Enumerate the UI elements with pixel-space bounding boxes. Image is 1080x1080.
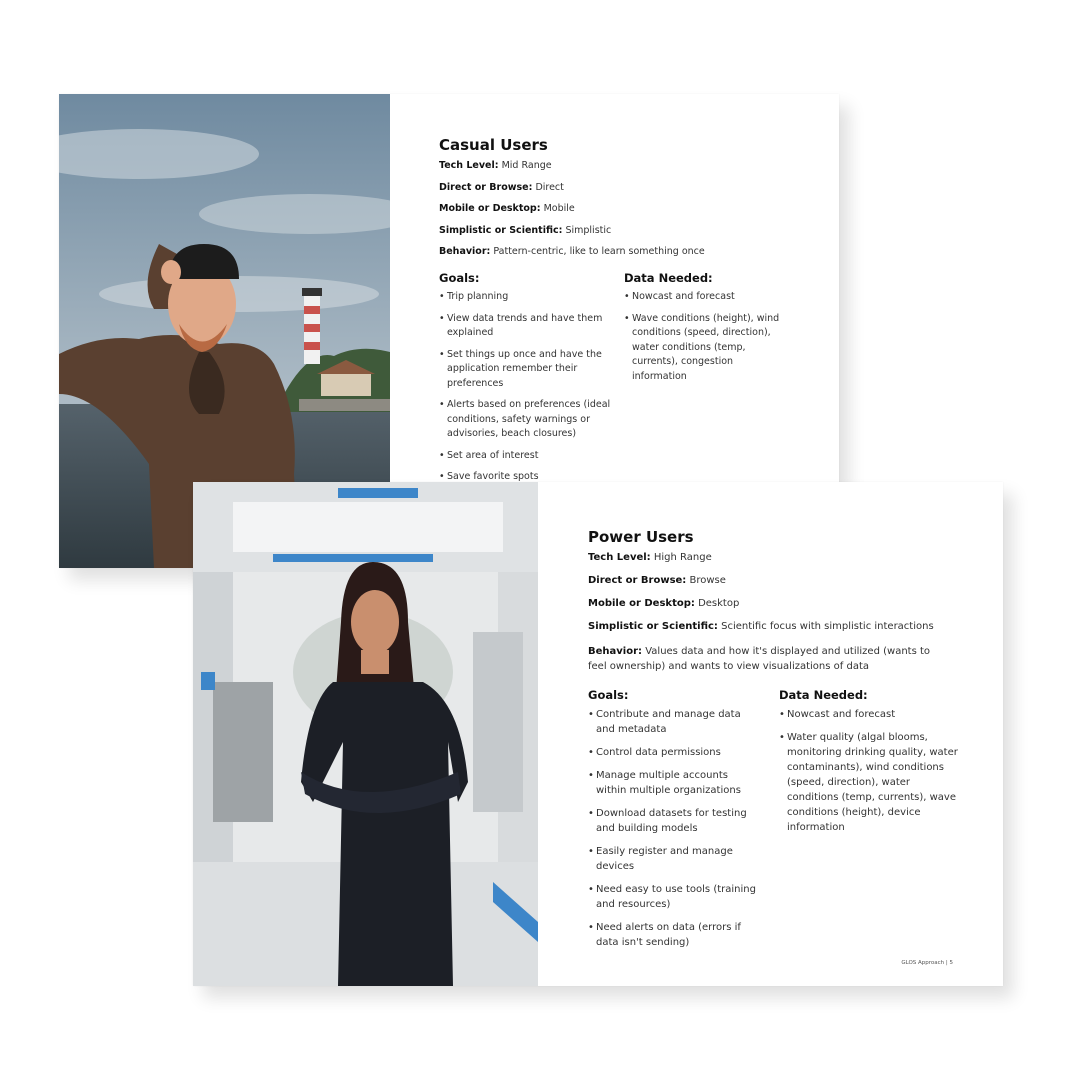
power-direct-browse: Direct or Browse: Browse — [588, 575, 726, 586]
list-item: • Easily register and manage devices — [588, 844, 758, 874]
power-mobile-desktop: Mobile or Desktop: Desktop — [588, 598, 740, 609]
power-behavior: Behavior: Values data and how it's displayed and utilized (wants to feel ownership) and wants to view visualizations of data — [588, 646, 931, 672]
casual-data-needed — [624, 271, 789, 492]
power-data-needed — [779, 688, 959, 958]
list-item: • Alerts based on preferences (ideal conditions, safety warnings or advisories, beach closures) — [439, 398, 624, 442]
casual-simplistic-scientific: Simplistic or Scientific: Simplistic — [439, 224, 612, 236]
list-item: • Trip planning — [439, 290, 624, 305]
casual-data-heading: Data Needed: — [624, 271, 713, 285]
list-item: • Need easy to use tools (training and resources) — [588, 882, 758, 912]
list-item: • Download datasets for testing and building models — [588, 806, 758, 836]
casual-users-content — [439, 136, 819, 492]
casual-goals-heading: Goals: — [439, 271, 480, 285]
casual-direct-browse: Direct or Browse: Direct — [439, 181, 564, 193]
casual-users-title: Casual Users — [439, 136, 548, 154]
list-item: • Contribute and manage data and metadata — [588, 707, 758, 737]
list-item: • Manage multiple accounts within multiple organizations — [588, 768, 758, 798]
list-item: • Need alerts on data (errors if data isn't sending) — [588, 920, 758, 950]
list-item: • Nowcast and forecast — [779, 707, 959, 722]
power-goals — [588, 688, 779, 958]
list-item: • Control data permissions — [588, 745, 758, 760]
casual-mobile-desktop: Mobile or Desktop: Mobile — [439, 203, 575, 214]
power-users-title: Power Users — [588, 528, 694, 546]
power-data-heading: Data Needed: — [779, 688, 868, 702]
power-users-content — [588, 528, 988, 958]
power-simplistic-scientific: Simplistic or Scientific: Scientific focus with simplistic interactions — [588, 621, 934, 632]
list-item: • Wave conditions (height), wind conditions (speed, direction), water conditions (temp, currents), congestion information — [624, 312, 789, 385]
casual-behavior: Behavior: Pattern-centric, like to learn something once — [439, 246, 705, 257]
power-goals-heading: Goals: — [588, 688, 629, 702]
power-users-card — [193, 482, 1003, 986]
list-item: • Nowcast and forecast — [624, 290, 789, 305]
casual-goals — [439, 271, 624, 492]
list-item: • Water quality (algal blooms, monitoring drinking quality, water contaminants), wind conditions (speed, direction), water conditions (temp, currents), wave conditions (height), device information — [779, 730, 959, 835]
power-user-photo — [193, 482, 538, 986]
list-item: • View data trends and have them explained — [439, 312, 624, 341]
page-footer: GLOS Approach | 5 — [901, 960, 953, 966]
power-tech-level: Tech Level: High Range — [588, 552, 712, 563]
list-item: • Set things up once and have the application remember their preferences — [439, 348, 624, 392]
list-item: • Save favorite spots — [439, 470, 624, 485]
casual-tech-level: Tech Level: Mid Range — [439, 160, 552, 171]
list-item: • Set area of interest — [439, 449, 624, 464]
